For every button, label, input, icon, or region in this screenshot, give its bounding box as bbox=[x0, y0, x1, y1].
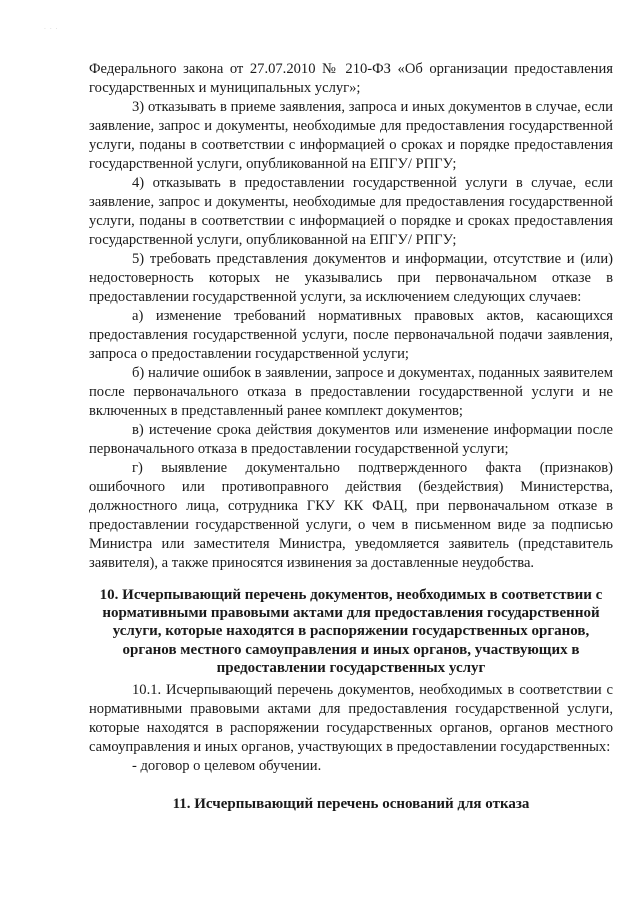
paragraph-subitem-g: г) выявление документально подтвержденного факта (признаков) ошибочного или противоправного действия (бездействия) Министерства, должностного лица, сотрудника ГКУ КК ФАЦ, при первоначальном отказе в предоставлении государственной услуги, о чем в письменном виде за подписью Министра или заместителя Министра, уведомляется заявитель (представитель заявителя), а также приносятся извинения за доставленные неудобства. bbox=[89, 460, 613, 571]
paragraph-subitem-v: в) истечение срока действия документов или изменение информации после первоначального отказа в предоставлении государственной услуги; bbox=[89, 422, 613, 457]
list-item-contract: - договор о целевом обучении. bbox=[132, 758, 322, 775]
section-11-heading: 11. Исчерпывающий перечень оснований для отказа bbox=[172, 796, 530, 813]
paragraph-item-5: 5) требовать представления документов и информации, отсутствие и (или) недостоверность которых не указывались при первоначальном отказе в предоставлении государственной услуги, за исключением следующих случаев: bbox=[89, 251, 613, 305]
page-corner-mark: · · · bbox=[44, 26, 59, 33]
paragraph-law-reference: Федерального закона от 27.07.2010 № 210-ФЗ «Об организации предоставления государственных и муниципальных услуг»; bbox=[89, 61, 613, 96]
paragraph-subitem-b: б) наличие ошибок в заявлении, запросе и документах, поданных заявителем после первоначального отказа в предоставлении государственной услуги и не включенных в представленный ранее комплект документов; bbox=[89, 365, 613, 419]
paragraph-subitem-a: а) изменение требований нормативных правовых актов, касающихся предоставления государственной услуги, после первоначальной подачи заявления, запроса о предоставлении государственной услуги; bbox=[89, 308, 613, 362]
document-body bbox=[89, 60, 613, 813]
paragraph-item-3: 3) отказывать в приеме заявления, запроса и иных документов в случае, если заявление, запрос и документы, необходимые для предоставления государственной услуги, поданы в соответствии с информацией о сроках и порядке предоставления государственной услуги, опубликованной на ЕПГУ/ РПГУ; bbox=[89, 99, 613, 172]
section-10-heading: 10. Исчерпывающий перечень документов, необходимых в соответствии с нормативными правовыми актами для предоставления государственной услуги, которые находятся в распоряжении государственных органов, органов местного самоуправления и иных органов, участвующих в предоставлении государственных услуг bbox=[99, 587, 603, 676]
paragraph-item-4: 4) отказывать в предоставлении государственной услуги в случае, если заявление, запрос и документы, необходимые для предоставления государственной услуги, поданы в соответствии с информацией о порядке и сроках предоставления государственной услуги, опубликованной на ЕПГУ/ РПГУ; bbox=[89, 175, 613, 248]
paragraph-10-1: 10.1. Исчерпывающий перечень документов, необходимых в соответствии с нормативными правовыми актами для предоставления государственной услуги, которые находятся в распоряжении государственных органов, органов местного самоуправления и иных органов, участвующих в предоставлении государственных: bbox=[89, 682, 613, 756]
